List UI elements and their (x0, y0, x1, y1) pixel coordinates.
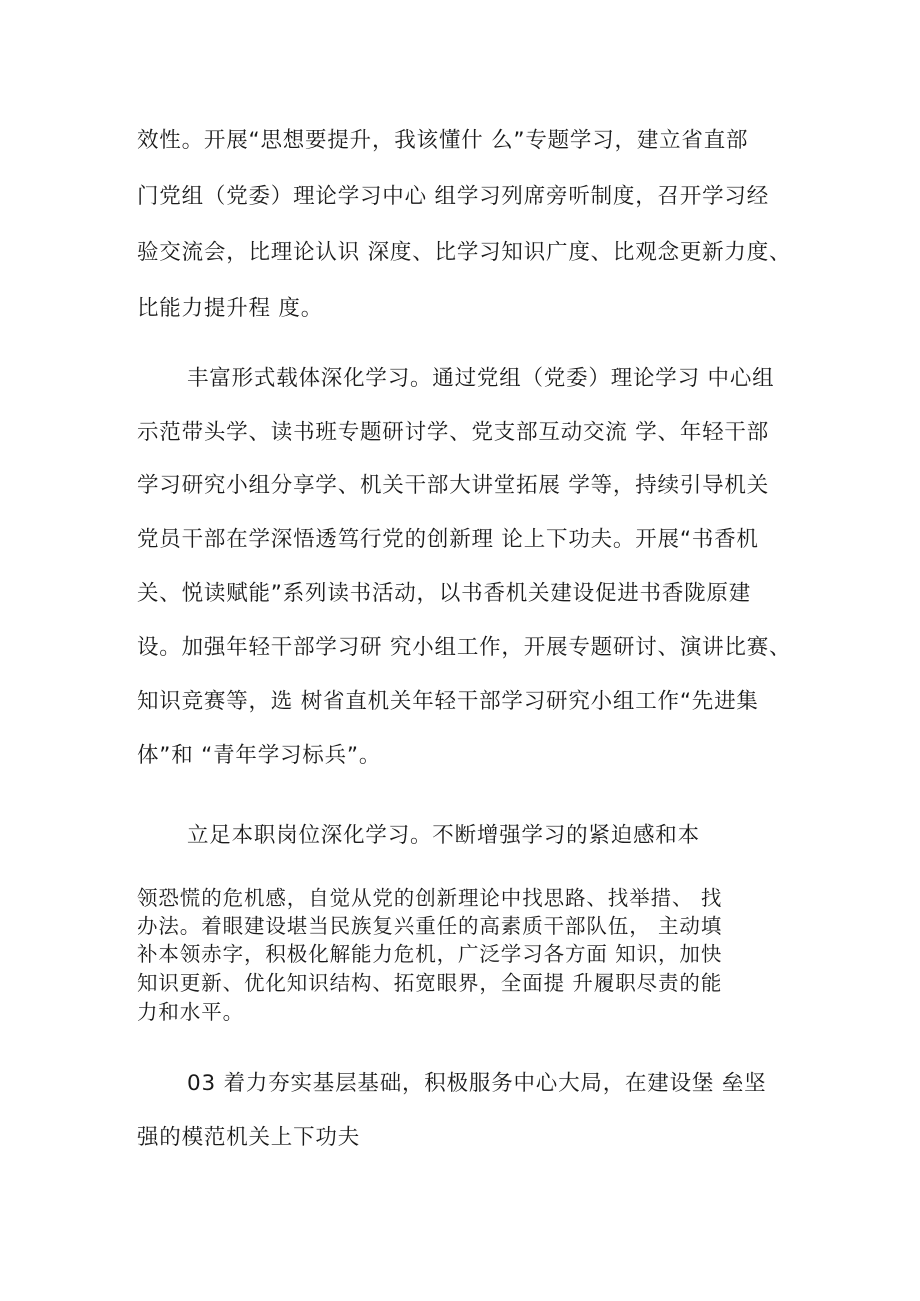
text-line: 体”和 “青年学习标兵”。 (137, 743, 382, 768)
text-line: 领恐慌的危机感，自觉从党的创新理论中找思路、找举措、 找 (137, 886, 723, 910)
text-line: 效性。开展“思想要提升，我该懂什 么”专题学习，建立省直部 (137, 128, 749, 153)
text-line: 力和水平。 (137, 1000, 244, 1024)
text-line: 强的模范机关上下功夫 (137, 1125, 361, 1150)
text-line: 验交流会，比理论认识 深度、比学习知识广度、比观念更新力度、 (137, 240, 792, 265)
text-line: 学习研究小组分享学、机关干部大讲堂拓展 学等，持续引导机关 (137, 473, 770, 498)
text-line: 门党组（党委）理论学习中心 组学习列席旁听制度，召开学习经 (137, 184, 770, 209)
text-line: 党员干部在学深悟透笃行党的创新理 论上下功夫。开展“书香机 (137, 527, 759, 552)
text-line: 03 着力夯实基层基础，积极服务中心大局，在建设堡 垒坚 (187, 1071, 767, 1096)
text-line: 知识竞赛等，选 树省直机关年轻干部学习研究小组工作“先进集 (137, 689, 759, 714)
text-line: 关、悦读赋能”系列读书活动，以书香机关建设促进书香陇原建 (137, 581, 752, 606)
text-line: 示范带头学、读书班专题研讨学、党支部互动交流 学、年轻干部 (137, 420, 770, 445)
text-line: 立足本职岗位深化学习。不断增强学习的紧迫感和本 (187, 823, 700, 848)
text-line: 设。加强年轻干部学习研 究小组工作，开展专题研讨、演讲比赛、 (137, 635, 792, 660)
text-line: 办法。着眼建设堪当民族复兴重任的高素质干部队伍， 主动填 (137, 914, 723, 938)
text-line: 丰富形式载体深化学习。通过党组（党委）理论学习 中心组 (187, 366, 775, 391)
text-line: 知识更新、优化知识结构、拓宽眼界，全面提 升履职尽责的能 (137, 971, 723, 995)
text-line: 补本领赤字，积极化解能力危机，广泛学习各方面 知识，加快 (137, 942, 723, 966)
text-line: 比能力提升程 度。 (137, 296, 324, 321)
